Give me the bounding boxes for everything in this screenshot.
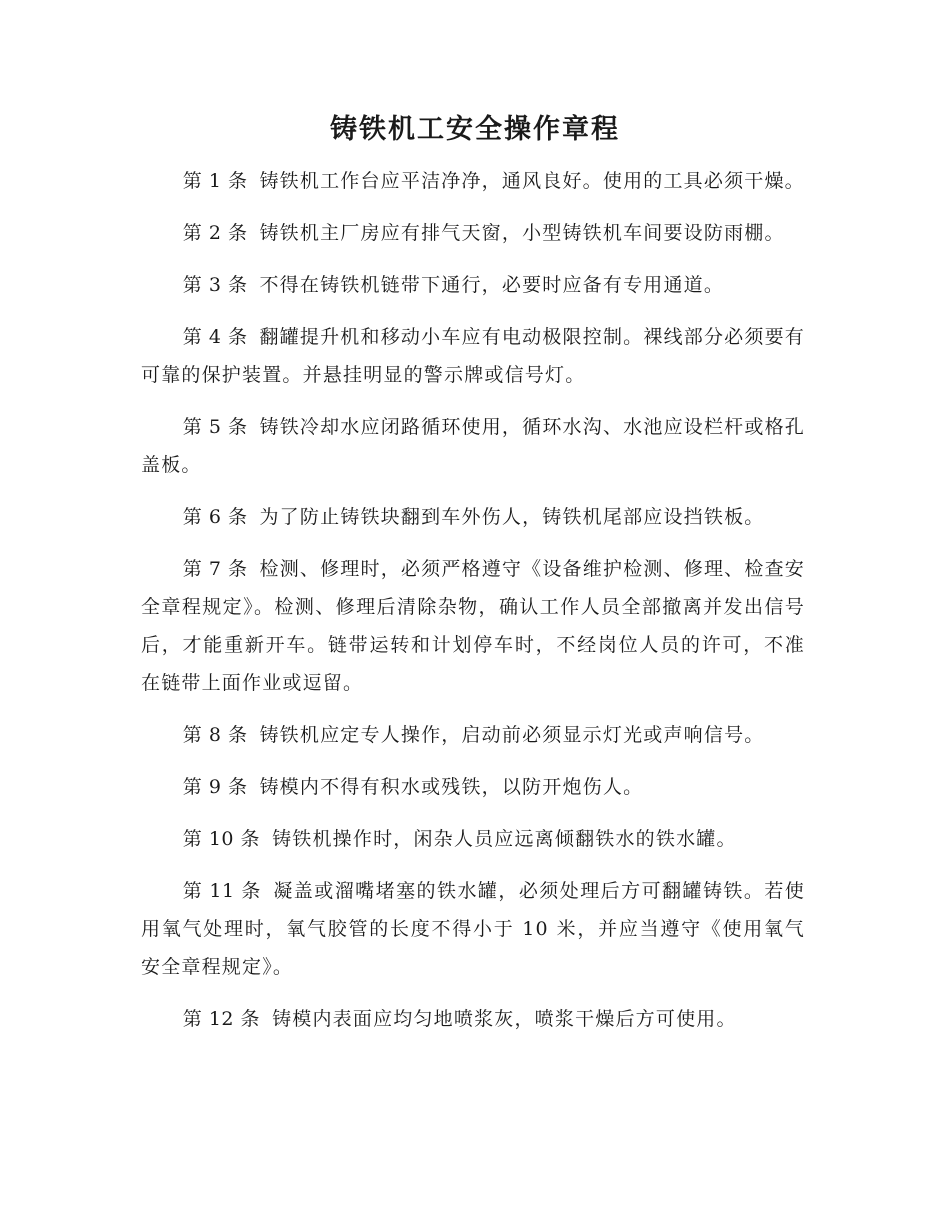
article-6 — [141, 498, 805, 536]
article-text: 铸铁机应定专人操作，启动前必须显示灯光或声响信号。 — [259, 724, 765, 746]
article-3 — [141, 266, 805, 304]
article-text: 翻罐提升机和移动小车应有电动极限控制。裸线部分必须要有可靠的保护装置。并悬挂明显的警示牌或信号灯。 — [141, 326, 805, 386]
article-number: 第 6 条 — [182, 506, 248, 528]
article-number: 第 12 条 — [182, 1008, 261, 1030]
document-body — [141, 162, 805, 1052]
article-10 — [141, 820, 805, 858]
article-number: 第 8 条 — [182, 724, 248, 746]
article-number: 第 9 条 — [182, 776, 248, 798]
article-1 — [141, 162, 805, 200]
article-text: 检测、修理时，必须严格遵守《设备维护检测、修理、检查安全章程规定》。检测、修理后清除杂物，确认工作人员全部撤离并发出信号后，才能重新开车。链带运转和计划停车时，不经岗位人员的许可，不准在链带上面作业或逗留。 — [141, 558, 805, 694]
article-number: 第 4 条 — [182, 326, 248, 348]
article-12 — [141, 1000, 805, 1038]
article-text: 铸模内表面应均匀地喷浆灰，喷浆干燥后方可使用。 — [272, 1008, 737, 1030]
article-text: 凝盖或溜嘴堵塞的铁水罐，必须处理后方可翻罐铸铁。若使用氧气处理时，氧气胶管的长度不得小于 10 米，并应当遵守《使用氧气安全章程规定》。 — [141, 880, 805, 978]
article-text: 不得在铸铁机链带下通行，必要时应备有专用通道。 — [259, 274, 725, 296]
article-number: 第 3 条 — [182, 274, 248, 296]
document-title: 铸铁机工安全操作章程 — [330, 114, 620, 145]
article-11 — [141, 872, 805, 986]
article-number: 第 10 条 — [182, 828, 261, 850]
article-2 — [141, 214, 805, 252]
article-number: 第 11 条 — [182, 880, 262, 902]
article-number: 第 7 条 — [182, 558, 248, 580]
article-text: 铸铁机主厂房应有排气天窗，小型铸铁机车间要设防雨棚。 — [259, 222, 785, 244]
article-4 — [141, 318, 805, 394]
article-5 — [141, 408, 805, 484]
article-number: 第 5 条 — [182, 416, 248, 438]
article-7 — [141, 550, 805, 702]
article-text: 铸铁机操作时，闲杂人员应远离倾翻铁水的铁水罐。 — [272, 828, 737, 850]
article-8 — [141, 716, 805, 754]
article-text: 铸铁机工作台应平洁净净，通风良好。使用的工具必须干燥。 — [259, 170, 805, 192]
article-text: 铸模内不得有积水或残铁，以防开炮伤人。 — [259, 776, 644, 798]
article-9 — [141, 768, 805, 806]
article-text: 为了防止铸铁块翻到车外伤人，铸铁机尾部应设挡铁板。 — [259, 506, 765, 528]
article-number: 第 1 条 — [182, 170, 248, 192]
article-number: 第 2 条 — [182, 222, 248, 244]
article-text: 铸铁冷却水应闭路循环使用，循环水沟、水池应设栏杆或格孔盖板。 — [141, 416, 805, 476]
